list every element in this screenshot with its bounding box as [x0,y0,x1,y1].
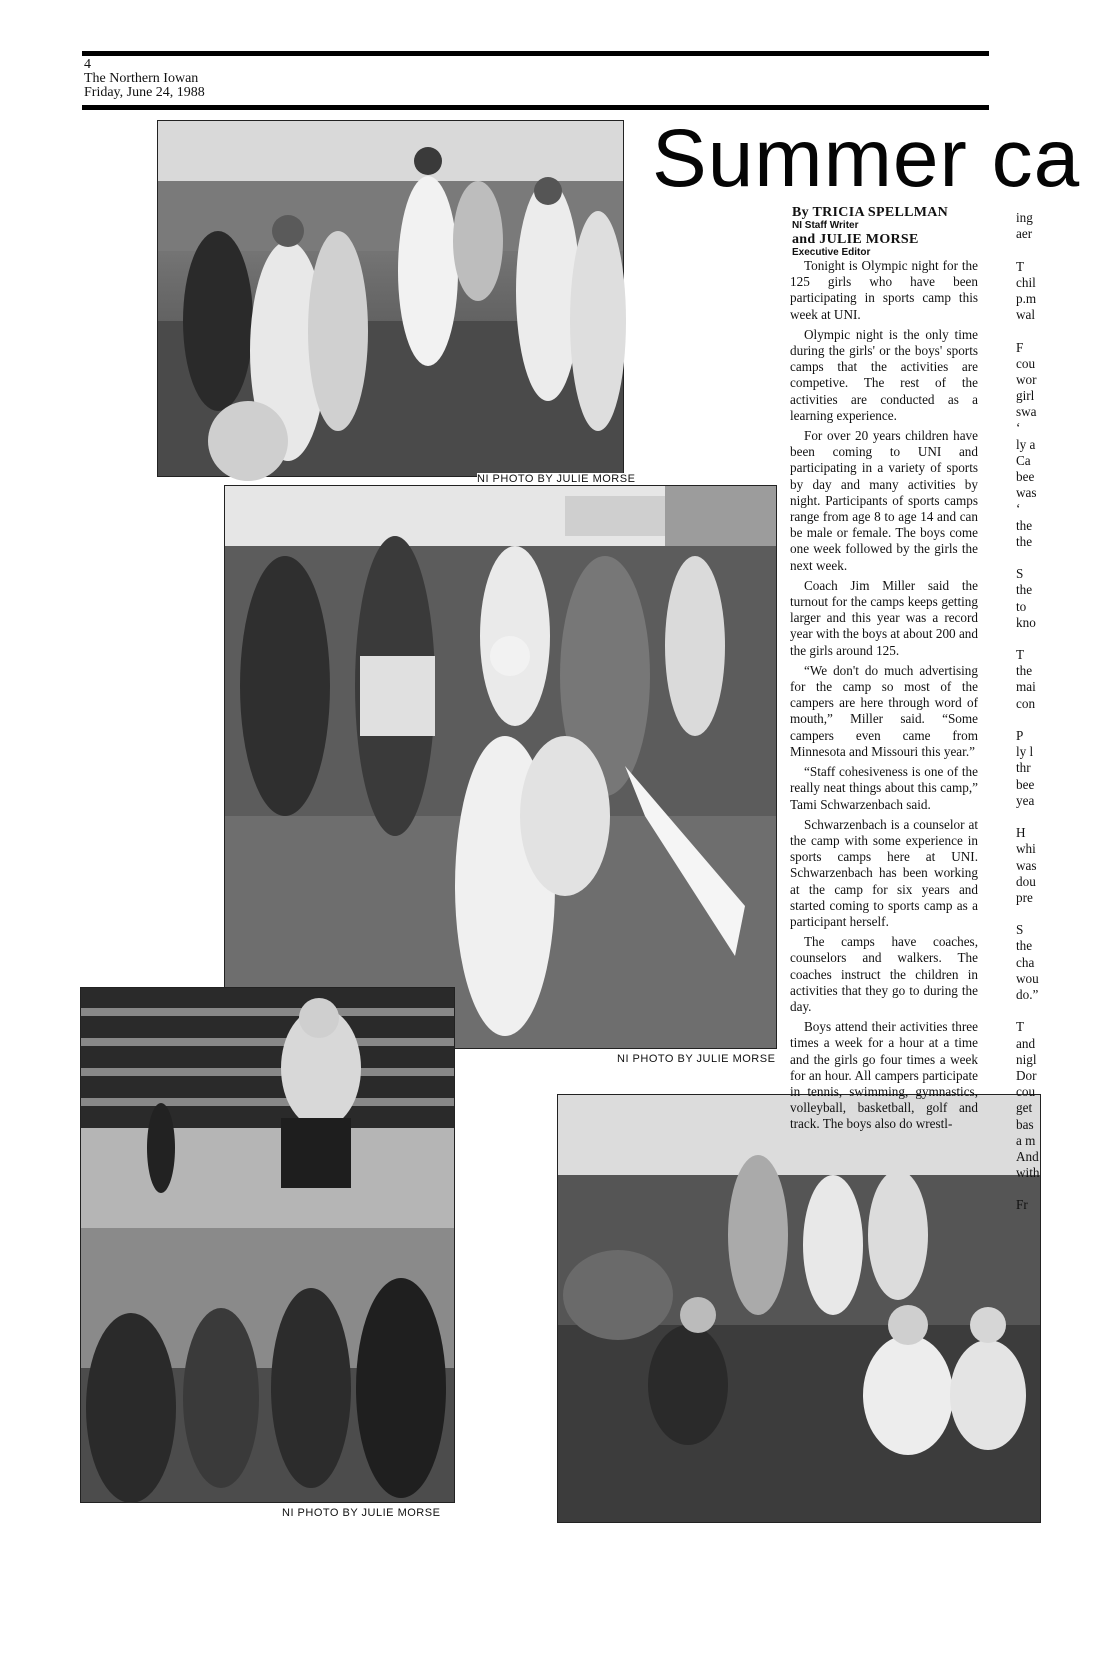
continued-line: the [1016,938,1033,954]
continued-line: ly l [1016,744,1034,760]
continued-line: to [1016,598,1027,614]
continued-line: and [1016,1035,1036,1051]
article-paragraph-2: Olympic night is the only time during the girls' or the boys' sports camps that the activities are competive. The rest of the activities are conducted as a learning experience. [790,326,978,423]
article-body-column [790,258,978,1137]
continued-line: do.” [1016,987,1039,1002]
continued-line: get [1016,1100,1033,1116]
continued-line: bas [1016,1116,1034,1132]
headline: Summer ca [652,113,1081,204]
article-paragraph-5: “We don't do much advertising for the camp so most of the campers are here through word of mouth,” Miller said. “Some campers even came from Minnesota and Missouri this year.” [790,662,978,759]
continued-line [1016,712,1109,728]
continued-line: T [1016,647,1025,663]
photo-campers-banner-credit: NI PHOTO BY JULIE MORSE [617,1053,776,1065]
continued-line [1016,323,1109,339]
photo-campers-walking-image [158,121,623,476]
byline [792,205,982,259]
continued-line: And [1016,1148,1039,1164]
continued-line: girl [1016,388,1035,404]
continued-line: T [1016,1019,1025,1035]
continued-line: P [1016,728,1024,743]
masthead-bottom-rule [82,105,989,110]
continued-line [1016,550,1109,566]
byline-author-2: and JULIE MORSE [792,232,919,247]
continued-line [1016,1003,1109,1019]
page-number: 4 [84,57,91,72]
article-continued-column [1016,210,1109,1213]
continued-line: the [1016,517,1033,533]
photo-campers-banner-image [225,486,776,1048]
continued-line: mai [1016,679,1036,695]
continued-line: was [1016,485,1037,501]
continued-line: S [1016,922,1024,938]
continued-line [1016,809,1109,825]
paper-name: The Northern Iowan [84,71,199,86]
article-paragraph-6: “Staff cohesiveness is one of the really neat things about this camp,” Tami Schwarzenbach said. [790,764,978,812]
continued-line: bee [1016,776,1035,792]
continued-line: S [1016,566,1024,582]
continued-line: the [1016,582,1033,598]
byline-author-2-title: Executive Editor [792,247,871,258]
photo-pool-demonstration-image [81,988,454,1502]
article-paragraph-4: Coach Jim Miller said the turnout for the camps keeps getting larger and this year was a record year with the boys at about 200 and the girls around 125. [790,577,978,658]
continued-line: thr [1016,760,1031,776]
continued-line [1016,631,1109,647]
continued-line: Ca [1016,452,1031,468]
continued-line: H [1016,825,1026,841]
photo-seated-crowd-image [558,1095,1040,1522]
continued-line: wal [1016,307,1036,323]
issue-date: Friday, June 24, 1988 [84,85,205,100]
continued-line: the [1016,663,1033,679]
photo-campers-walking [157,120,624,477]
continued-line: yea [1016,792,1035,808]
continued-line: ‘ [1016,420,1021,436]
continued-line: ‘ [1016,501,1021,517]
continued-line: ly a [1016,436,1036,452]
continued-line: cou [1016,1084,1036,1100]
continued-line: F [1016,339,1024,355]
photo-campers-banner [224,485,777,1049]
byline-author-1: By TRICIA SPELLMAN [792,205,949,220]
continued-line: whi [1016,841,1036,857]
continued-line: swa [1016,404,1037,420]
continued-line: chil [1016,274,1036,290]
continued-line: wor [1016,371,1037,387]
continued-line: con [1016,695,1036,711]
byline-author-1-title: NI Staff Writer [792,220,859,231]
continued-line: ing [1016,210,1033,225]
continued-line [1016,242,1109,258]
continued-line: cou [1016,355,1036,371]
continued-line: cha [1016,954,1035,970]
continued-line: aer [1016,226,1033,242]
continued-line: T [1016,258,1025,274]
continued-line [1016,906,1109,922]
continued-line: was [1016,857,1037,873]
continued-line: wou [1016,970,1039,986]
continued-line: Dor [1016,1067,1037,1083]
continued-line: nigl [1016,1051,1037,1067]
article-paragraph-8: The camps have coaches, counselors and walkers. The coaches instruct the children in activities that they go to during the day. [790,934,978,1014]
article-paragraph-1: Tonight is Olympic night for the 125 girls who have been participating in sports camp this week at UNI. [790,258,978,322]
continued-line [1016,1181,1109,1197]
continued-line: with [1016,1165,1040,1181]
photo-seated-crowd [557,1094,1041,1523]
continued-line: p.m [1016,290,1037,306]
continued-line: dou [1016,873,1036,889]
continued-line: pre [1016,889,1033,905]
continued-line: Fr [1016,1197,1028,1213]
photo-campers-walking-credit: NI PHOTO BY JULIE MORSE [477,473,636,485]
photo-pool-demonstration-credit: NI PHOTO BY JULIE MORSE [282,1507,441,1519]
top-rule [82,51,989,56]
article-paragraph-3: For over 20 years children have been coming to UNI and participating in a variety of sports by day and many activities by night. Participants of sports camps range from age 8 to age 14 and can be male or female. The boys come one week followed by the girls the next week. [790,428,978,573]
article-paragraph-9: Boys attend their activities three times a week for a hour at a time and the girls go four times a week for an hour. All campers participate in tennis, swimming, gymnastics, volleyball, basketball, golf and track. The boys also do wrestl- [790,1019,978,1132]
continued-line: kno [1016,614,1036,630]
continued-line: a m [1016,1132,1036,1148]
photo-pool-demonstration [80,987,455,1503]
article-paragraph-7: Schwarzenbach is a counselor at the camp with some experience in sports camps here at UNI. Schwarzenbach has been working at the camp for six years and started coming to sports camp as a participant herself. [790,816,978,929]
continued-line: bee [1016,469,1035,484]
continued-line: the [1016,533,1033,549]
